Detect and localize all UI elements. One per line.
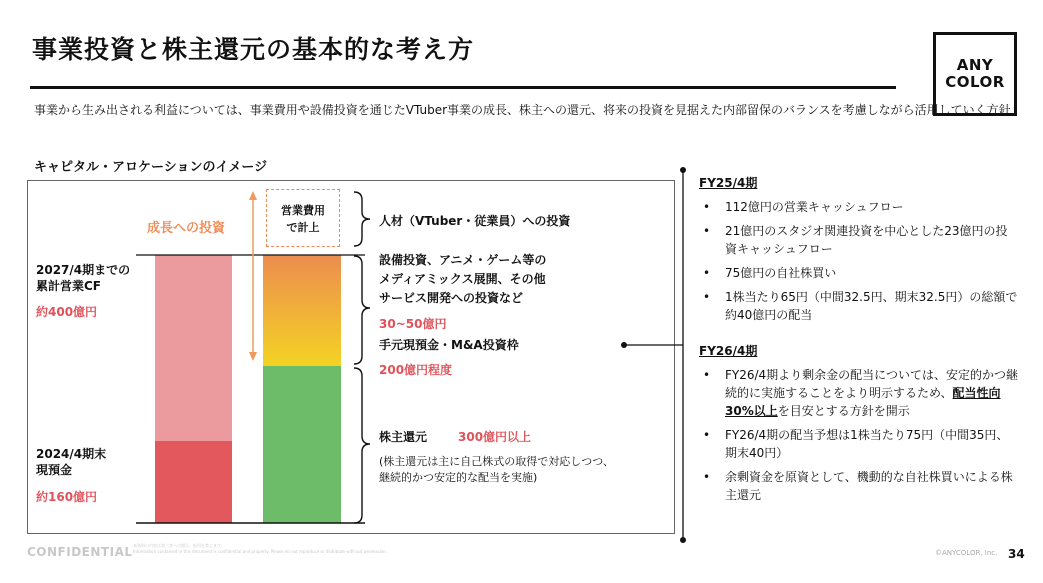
fy26-bullet: • 余剰資金を原資として、機動的な自社株買いによる株主還元 [699, 468, 1019, 504]
capex-value: 30~50億円 [379, 317, 447, 331]
fy25-heading: FY25/4期 [699, 176, 758, 190]
return-note: (株主還元は主に自己株式の取得で対応しつつ、継続的かつ安定的な配当を実施) [379, 455, 614, 484]
logo-line-2: COLOR [945, 73, 1005, 91]
capex-line-2: メディアミックス展開、その他 [379, 272, 546, 286]
fy25-bullet: • 112億円の営業キャッシュフロー [699, 198, 1019, 216]
fy25-list [699, 198, 1019, 324]
cf-label [36, 262, 130, 294]
return-value: 300億円以上 [458, 430, 532, 444]
cf-value: 約400億円 [36, 305, 98, 319]
fy25-bullet: • 1株当たり65円（中間32.5円、期末32.5円）の総額で約40億円の配当 [699, 288, 1019, 324]
fy26-bullet: • FY26/4期の配当予想は1株当たり75円（中間35円、期末40円） [699, 426, 1019, 462]
capex-bar [263, 255, 341, 366]
confidential-label: CONFIDENTIAL [27, 545, 133, 559]
intro-text: 事業から生み出される利益については、事業費用や設備投資を通じたVTuber事業の成長、株主への還元、将来の投資を見据えた内部留保のバランスを考慮しながら活用していく方針 [34, 103, 1011, 117]
growth-arrow [249, 191, 257, 361]
cf-bar [155, 255, 232, 441]
fy26-bullet1-pre: FY26/4期より剰余金の配当については、安定的かつ継続的に実施することをより明示するため、 [725, 368, 1018, 400]
talent-investment-label: 人材（VTuber・従業員）への投資 [379, 214, 571, 228]
notice-line-1: 本資料の内容は第三者への開示、転用を禁じます。 [133, 543, 225, 548]
fy26-bullet1-post: を目安とする方針を開示 [777, 404, 910, 418]
confidentiality-notice [133, 543, 387, 555]
page-number: 34 [1008, 547, 1025, 561]
fy25-bullet: • 21億円のスタジオ関連投資を中心とした23億円の投資キャッシュフロー [699, 222, 1019, 258]
capex-description [379, 251, 546, 308]
opex-line-1: 営業費用 [281, 204, 325, 217]
opex-box [266, 189, 340, 247]
copyright: ©ANYCOLOR, Inc. [935, 549, 998, 557]
cash-value: 約160億円 [36, 490, 98, 504]
notice-line-2: Information contained in this document is confidential and property. Please do not reproduce or distribute with out permission. [133, 549, 387, 554]
brace-capex [354, 256, 370, 364]
cash-label-line-2: 現預金 [36, 463, 73, 477]
capex-line-3: サービス開発への投資など [379, 291, 524, 305]
payout-ratio-highlight: 配当性向30%以上 [725, 386, 1001, 418]
allocation-heading: キャピタル・アロケーションのイメージ [34, 160, 268, 175]
return-bar [263, 366, 341, 523]
cash-bar [155, 441, 232, 523]
opex-line-2: で計上 [286, 221, 320, 234]
brace-talent [354, 192, 370, 246]
reserve-value: 200億円程度 [379, 363, 453, 377]
growth-investment-label: 成長への投資 [147, 221, 226, 236]
logo-line-1: ANY [956, 56, 994, 74]
fy25-bullet: • 75億円の自社株買い [699, 264, 1019, 282]
fy26-bullet [699, 366, 1019, 420]
brace-return [354, 368, 370, 523]
page-title: 事業投資と株主還元の基本的な考え方 [32, 35, 475, 64]
cf-label-line-1: 2027/4期までの [36, 263, 131, 277]
right-connector [621, 167, 686, 543]
return-label: 株主還元 [379, 430, 428, 444]
reserve-label: 手元現預金・M&A投資枠 [379, 338, 519, 352]
cash-label [36, 446, 106, 478]
fy26-list [699, 366, 1019, 504]
results-panel [699, 174, 1019, 510]
fy26-heading: FY26/4期 [699, 344, 758, 358]
cash-label-line-1: 2024/4期末 [36, 447, 107, 461]
cf-label-line-2: 累計営業CF [36, 279, 102, 293]
capex-line-1: 設備投資、アニメ・ゲーム等の [379, 253, 547, 267]
